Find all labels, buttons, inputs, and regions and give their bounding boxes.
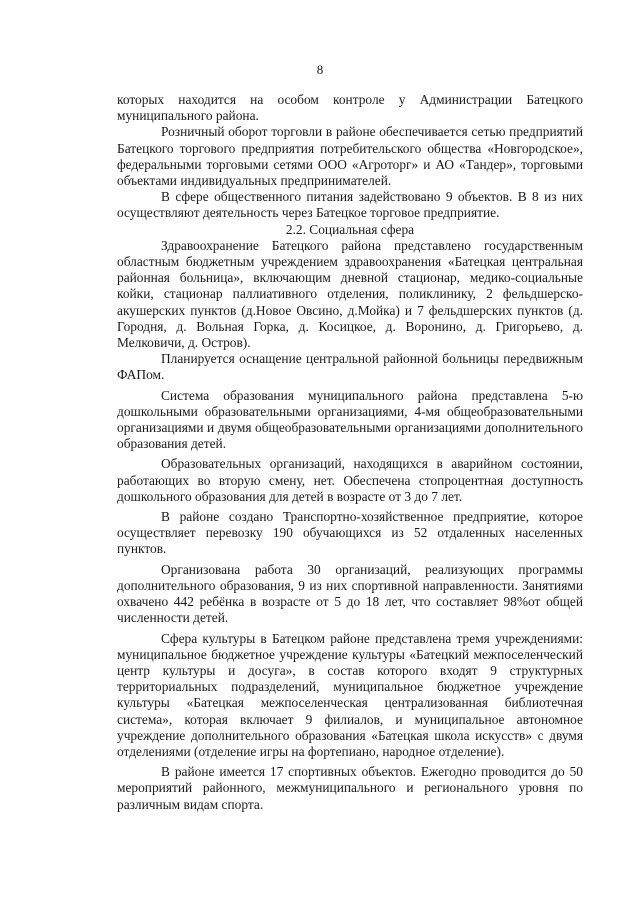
page-number: 8 [316,62,324,77]
paragraph-healthcare: Здравоохранение Батецкого района представлено государственным областным бюджетным учреждением здравоохранения «Батецкая центральная районная больница», включающим дневной стационар, медико-социальные койки, стационар паллиативного отделения, поликлинику, 2 фельдшерско-акушерских пунктов (д.Новое Овсино, д.Мойка) и 7 фельдшерских пунктов (д. Городня, д. Вольная Горка, д. Косицкое, д. Воронино, д. Григорьево, д. Мелковичи, д. Остров). [117,237,583,351]
paragraph-retail: Розничный оборот торговли в районе обеспечивается сетью предприятий Батецкого торгового предприятия потребительского общества «Новгородское», федеральными торговыми сетями ООО «Агроторг» и АО «Тандер», торговыми объектами индивидуальных предпринимателей. [117,124,583,189]
paragraph-sport: В районе имеется 17 спортивных объектов. Ежегодно проводится до 50 мероприятий районного, межмуниципального и регионального уровня по различным видам спорта. [117,764,583,812]
body-text [117,92,583,813]
paragraph-catering: В сфере общественного питания задействовано 9 объектов. В 8 из них осуществляют деятельность через Батецкое торговое предприятие. [117,189,583,221]
paragraph-education-system: Система образования муниципального района представлена 5-ю дошкольными образовательными организациями, 4-мя общеобразовательными организациями и двумя общеобразовательными организациями дополнительного образования детей. [117,387,583,452]
paragraph-additional-education: Организована работа 30 организаций, реализующих программы дополнительного образования, 9 из них спортивной направленности. Занятиями охвачено 442 ребёнка в возрасте от 5 до 18 лет, что составляет 98%от общей численности детей. [117,561,583,626]
paragraph-transport: В районе создано Транспортно-хозяйственное предприятие, которое осуществляет перевозку 190 обучающихся из 52 отдаленных населенных пунктов. [117,509,583,557]
paragraph-hospital-plan: Планируется оснащение центральной районной больницы передвижным ФАПом. [117,351,583,383]
section-heading: 2.2. Социальная сфера [285,221,415,237]
paragraph-continuation: которых находится на особом контроле у Администрации Батецкого муниципального района. [117,92,583,124]
paragraph-culture: Сфера культуры в Батецком районе представлена тремя учреждениями: муниципальное бюджетное учреждение культуры «Батецкий межпоселенческий центр культуры и досуга», в состав которого входят 9 структурных территориальных подразделений, муниципальное бюджетное учреждение культуры «Батецкая межпоселенческая централизованная библиотечная система», которая включает 9 филиалов, и муниципальное автономное учреждение дополнительного образования «Батецкая школа искусств» с двумя отделениями (отделение игры на фортепиано, народное отделение). [117,630,583,759]
paragraph-education-condition: Образовательных организаций, находящихся в аварийном состоянии, работающих во вторую смену, нет. Обеспечена стопроцентная доступность дошкольного образования для детей в возрасте от 3 до 7 лет. [117,456,583,504]
